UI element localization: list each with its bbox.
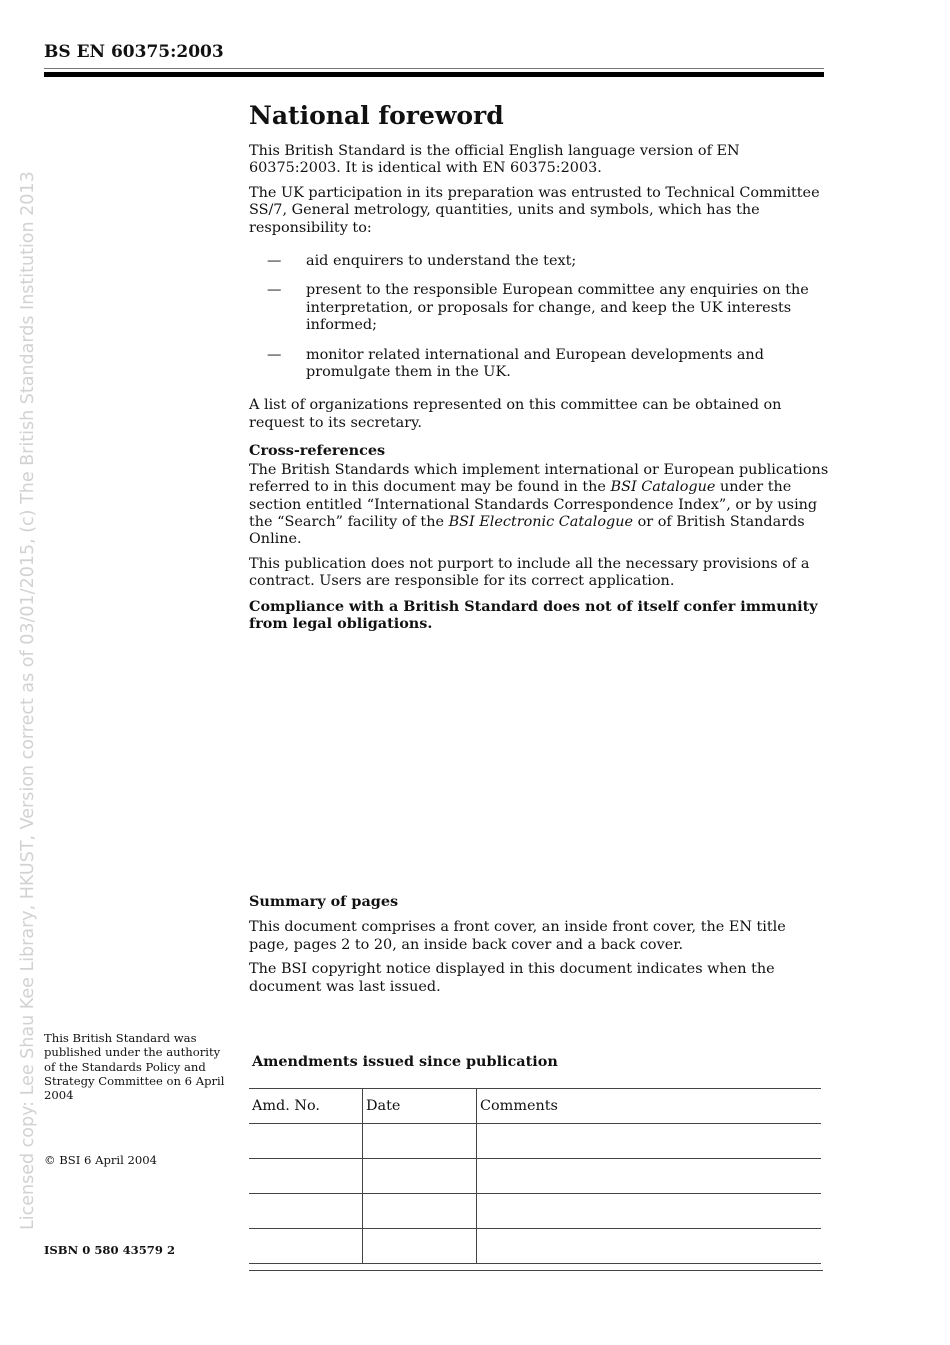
header-rule-thick <box>44 72 824 77</box>
list-item-text: monitor related international and European developments and promulgate them in the UK. <box>306 346 764 381</box>
isbn: ISBN 0 580 43579 2 <box>44 1243 176 1257</box>
foreword-para-3: A list of organizations represented on this committee can be obtained on request to its secretary. <box>249 397 782 431</box>
table-cell <box>363 1229 477 1264</box>
column-header-comments: Comments <box>477 1089 822 1124</box>
table-header-row <box>249 1089 821 1124</box>
page-title: National foreword <box>249 101 504 130</box>
table-row <box>249 1194 821 1229</box>
list-item-text: present to the responsible European committee any enquiries on the interpretation, or proposals for change, and keep the UK interests informed; <box>306 282 809 334</box>
table-cell <box>363 1194 477 1229</box>
national-foreword <box>249 100 829 639</box>
crossref-text-3: or of British Standards Online. <box>249 513 805 548</box>
dash-bullet: — <box>267 253 282 270</box>
crossref-text-1: The British Standards which implement international or European publications referred to in this document may be found in the <box>249 461 829 496</box>
table-cell <box>477 1229 822 1264</box>
header-rule-thin <box>44 68 824 69</box>
table-row <box>249 1229 821 1264</box>
foreword-para-2: The UK participation in its preparation was entrusted to Technical Committee SS/7, General metrology, quantities, units and symbols, which has the responsibility to: <box>249 184 820 236</box>
crossref-heading: Cross-references <box>249 442 386 460</box>
list-item <box>249 347 829 382</box>
table-row <box>249 1159 821 1194</box>
summary-para-2: The BSI copyright notice displayed in this document indicates when the document was last issued. <box>249 961 775 995</box>
compliance-statement: Compliance with a British Standard does not of itself confer immunity from legal obligations. <box>249 597 818 632</box>
dash-bullet: — <box>267 282 282 299</box>
bottom-rule <box>249 1270 823 1271</box>
bsi-catalogue-ref: BSI Catalogue <box>610 479 716 496</box>
table-cell <box>477 1124 822 1159</box>
column-header-amd-no: Amd. No. <box>249 1089 363 1124</box>
table-row <box>249 1124 821 1159</box>
amendments-title: Amendments issued since publication <box>252 1053 558 1070</box>
table-cell <box>363 1124 477 1159</box>
amendments-table <box>249 1088 821 1264</box>
list-item <box>249 253 829 270</box>
summary-heading: Summary of pages <box>249 893 399 910</box>
column-header-date: Date <box>363 1089 477 1124</box>
copyright-notice: © BSI 6 April 2004 <box>44 1153 158 1167</box>
list-item <box>249 282 829 334</box>
crossref-text-2: under the section entitled “International Standards Correspondence Index”, or by using the “Search” facility of the <box>249 479 818 530</box>
table-cell <box>249 1124 363 1159</box>
table-cell <box>477 1159 822 1194</box>
table-cell <box>363 1159 477 1194</box>
dash-bullet: — <box>267 346 282 363</box>
summary-of-pages <box>249 893 829 1003</box>
standard-code: BS EN 60375:2003 <box>44 42 224 62</box>
table-cell <box>249 1229 363 1264</box>
table-cell <box>477 1194 822 1229</box>
crossref-para <box>249 462 829 549</box>
table-cell <box>249 1159 363 1194</box>
list-item-text: aid enquirers to understand the text; <box>306 253 577 270</box>
table-cell <box>249 1194 363 1229</box>
foreword-para-5: This publication does not purport to include all the necessary provisions of a contract. Users are responsible for its correct application. <box>249 555 810 590</box>
bsi-electronic-catalogue-ref: BSI Electronic Catalogue <box>448 513 633 530</box>
foreword-para-1: This British Standard is the official English language version of EN 60375:2003. It is identical with EN 60375:2003. <box>249 143 740 177</box>
summary-para-1: This document comprises a front cover, an inside front cover, the EN title page, pages 2 to 20, an inside back cover and a back cover. <box>249 919 786 953</box>
responsibility-list <box>249 253 829 381</box>
license-watermark: Licensed copy: Lee Shau Kee Library, HKUST, Version correct as of 03/01/2015, (c) The British Standards Institution 2013 <box>18 171 38 1230</box>
publication-note: This British Standard was published under the authority of the Standards Policy and Strategy Committee on 6 April 2004 <box>44 1031 225 1103</box>
